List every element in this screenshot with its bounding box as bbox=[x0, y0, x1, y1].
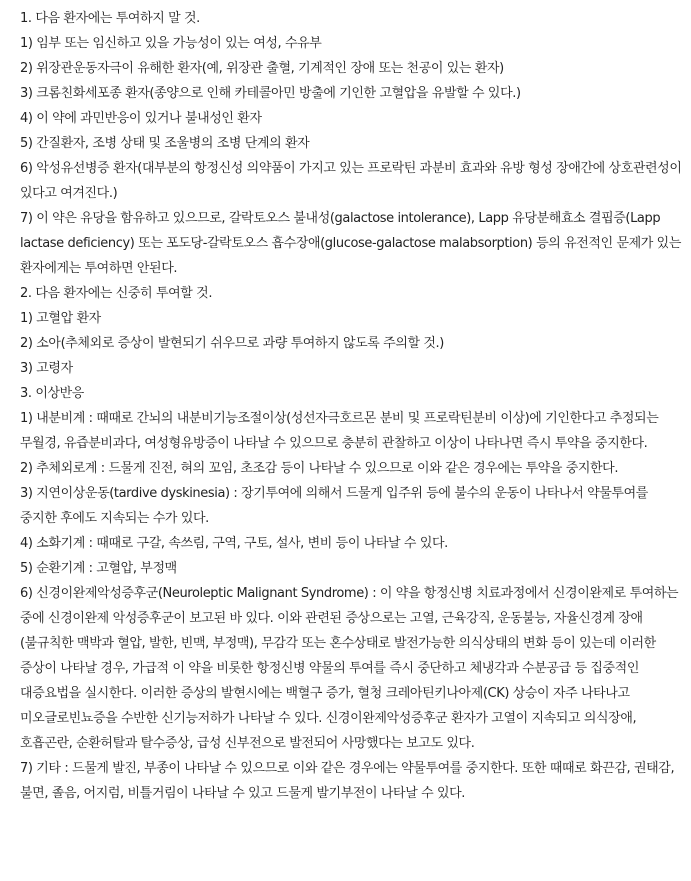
list-item: 7) 이 약은 유당을 함유하고 있으므로, 갈락토오스 불내성(galactose intolerance), Lapp 유당분해효소 결핍증(Lapp lactase deficiency) 또는 포도당-갈락토오스 흡수장애(glucose-galactose malabsorption) 등의 유전적인 문제가 있는 환자에게는 투여하면 안된다. bbox=[20, 211, 682, 276]
list-item: 5) 간질환자, 조병 상태 및 조울병의 조병 단계의 환자 bbox=[20, 136, 310, 151]
list-item: 2) 추체외로계 : 드물게 진전, 혀의 꼬임, 초조감 등이 나타날 수 있으므로 이와 같은 경우에는 투약을 중지한다. bbox=[20, 461, 619, 476]
section-heading-caution: 2. 다음 환자에는 신중히 투여할 것. bbox=[20, 286, 213, 301]
list-item: 6) 악성유선병증 환자(대부분의 항정신성 의약품이 가지고 있는 프로락틴 과분비 효과와 유방 형성 장애간에 상호관련성이 있다고 여겨진다.) bbox=[20, 161, 682, 201]
list-item: 4) 이 약에 과민반응이 있거나 불내성인 환자 bbox=[20, 111, 262, 126]
list-item: 4) 소화기계 : 때때로 구갈, 속쓰림, 구역, 구토, 설사, 변비 등이 나타날 수 있다. bbox=[20, 536, 448, 551]
list-item: 2) 소아(추체외로 증상이 발현되기 쉬우므로 과량 투여하지 않도록 주의할 것.) bbox=[20, 336, 444, 351]
list-item: 2) 위장관운동자극이 유해한 환자(예, 위장관 출혈, 기계적인 장애 또는 천공이 있는 환자) bbox=[20, 61, 504, 76]
list-item: 5) 순환기계 : 고혈압, 부정맥 bbox=[20, 561, 177, 576]
list-item: 1) 내분비계 : 때때로 간뇌의 내분비기능조절이상(성선자극호르몬 분비 및 프로락틴분비 이상)에 기인한다고 추정되는 무월경, 유즙분비과다, 여성형유방증이 나타날 수 있으므로 충분히 관찰하고 이상이 나타나면 즉시 투약을 중지한다. bbox=[20, 411, 659, 451]
list-item: 6) 신경이완제악성증후군(Neuroleptic Malignant Syndrome) : 이 약을 항정신병 치료과정에서 신경이완제로 투여하는 중에 신경이완제 악성증후군이 보고된 바 있다. 이와 관련된 증상으로는 고열, 근육강직, 운동불능, 자율신경계 장애(불규칙한 맥박과 혈압, 발한, 빈맥, 부정맥), 무감각 또는 혼수상태로 발전가능한 의식상태의 변화 등이 있는데 이러한 증상이 나타날 경우, 가급적 이 약을 비롯한 항정신병 약물의 투여를 즉시 중단하고 체냉각과 수분공급 등 집중적인 대증요법을 실시한다. 이러한 증상의 발현시에는 백혈구 증가, 혈청 크레아틴키나아제(CK) 상승이 자주 나타나고 미오글로빈뇨증을 수반한 신기능저하가 나타날 수 있다. 신경이완제악성증후군 환자가 고열이 지속되고 의식장애, 호흡곤란, 순환허탈과 탈수증상, 급성 신부전으로 발전되어 사망했다는 보고도 있다. bbox=[20, 586, 679, 751]
section-heading-adverse-reactions: 3. 이상반응 bbox=[20, 386, 84, 401]
list-item: 3) 크롬친화세포종 환자(종양으로 인해 카테콜아민 방출에 기인한 고혈압을 유발할 수 있다.) bbox=[20, 86, 521, 101]
list-item: 7) 기타 : 드물게 발진, 부종이 나타날 수 있으므로 이와 같은 경우에는 약물투여를 중지한다. 또한 때때로 화끈감, 권태감, 불면, 졸음, 어지럼, 비틀거림이 나타날 수 있고 드물게 발기부전이 나타날 수 있다. bbox=[20, 761, 675, 801]
list-item: 1) 임부 또는 임신하고 있을 가능성이 있는 여성, 수유부 bbox=[20, 36, 322, 51]
list-item: 3) 고령자 bbox=[20, 361, 73, 376]
list-item: 3) 지연이상운동(tardive dyskinesia) : 장기투여에 의해서 드물게 입주위 등에 불수의 운동이 나타나서 약물투여를 중지한 후에도 지속되는 수가 있다. bbox=[20, 486, 648, 526]
list-item: 1) 고혈압 환자 bbox=[20, 311, 101, 326]
section-heading-contraindications: 1. 다음 환자에는 투여하지 말 것. bbox=[20, 11, 200, 26]
